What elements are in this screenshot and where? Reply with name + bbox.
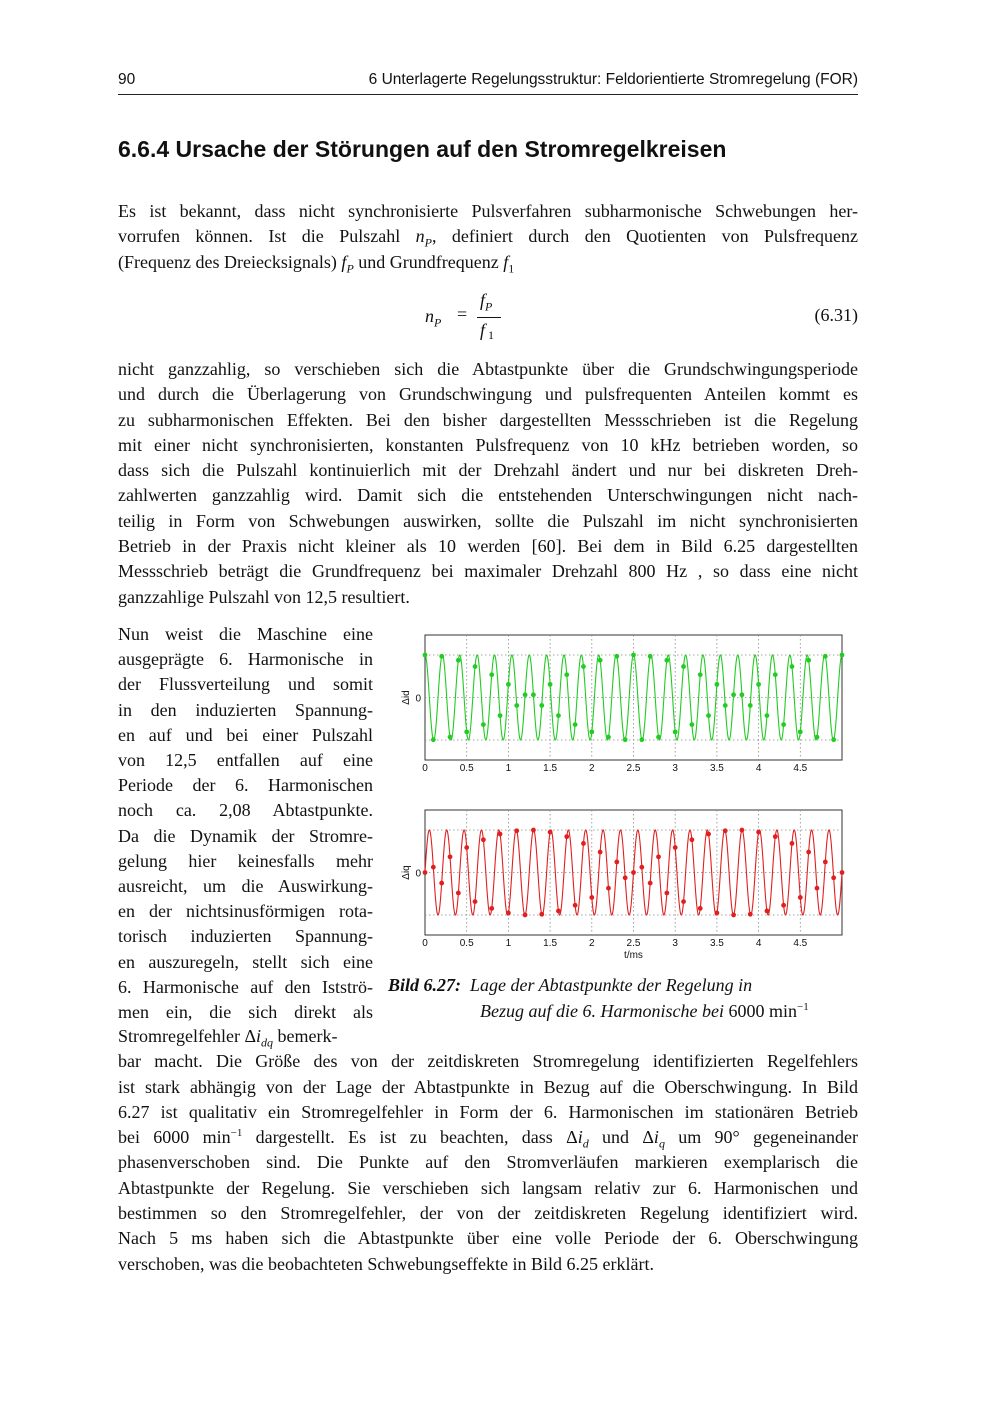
x-tick-label: 4.5: [793, 938, 808, 949]
text-line: 6.27 ist qualitativ ein Stromregelfehler in Form der 6. Harmonischen im stationären Betrieb: [118, 1101, 858, 1122]
x-tick-label: 3: [672, 763, 678, 774]
sample-point: [831, 737, 836, 742]
sample-point: [639, 737, 644, 742]
text-line: ausreicht, um die Auswirkung-: [118, 876, 373, 897]
text-line: 6. Harmonische auf den Istströ-: [118, 976, 373, 997]
sample-point: [439, 654, 444, 659]
x-tick-label: 1.5: [543, 763, 558, 774]
text-line: Betrieb in der Praxis nicht kleiner als 10 werden [60]. Bei dem in Bild 6.25 dargestellten: [118, 536, 858, 557]
sample-point: [748, 703, 753, 708]
sample-point: [473, 664, 478, 669]
sample-point: [589, 895, 594, 900]
sample-point: [756, 682, 761, 687]
sample-point: [623, 737, 628, 742]
sample-point: [431, 737, 436, 742]
text-line: Periode der 6. Harmonischen: [118, 775, 373, 796]
x-tick-label: 1: [505, 938, 512, 949]
sample-point: [806, 850, 811, 855]
sample-point: [548, 682, 553, 687]
text-line: phasenverschoben sind. Die Punkte auf den Stromverläufen markieren exemplarisch die: [118, 1152, 858, 1173]
sample-point: [631, 653, 636, 658]
sample-point: [581, 841, 586, 846]
sample-point: [731, 692, 736, 697]
x-tick-label: 0.5: [459, 763, 474, 774]
sample-point: [598, 658, 603, 663]
sample-point: [456, 891, 461, 896]
text-line: teilig in Form von Schwebungen auswirken, sollte die Pulszahl im nicht synchronisierten: [118, 510, 858, 531]
sample-point: [689, 837, 694, 842]
sample-point: [423, 653, 428, 658]
sample-point: [598, 850, 603, 855]
sample-point: [539, 912, 544, 917]
sample-point: [473, 899, 478, 904]
y-tick-label: 0: [415, 868, 421, 880]
text-line: von 12,5 entfallen auf eine: [118, 750, 373, 771]
chart-panel-delta-id: [401, 635, 844, 774]
sample-point: [589, 729, 594, 734]
text-line: und durch die Überlagerung von Grundschwingung und pulsfrequenten Anteilen kommt es: [118, 384, 858, 405]
text-line: bestimmen so den Stromregelfehler, der von der zeitdiskreten Regelung identifiziert wird.: [118, 1203, 858, 1224]
text-line: Da die Dynamik der Stromre-: [118, 825, 373, 846]
text-line: dass sich die Pulszahl kontinuierlich mit der Drehzahl ändert und nur bei diskreten Dreh-: [118, 460, 858, 481]
x-tick-label: 0: [422, 938, 428, 949]
x-tick-label: 3: [672, 938, 678, 949]
x-tick-label: 0.5: [459, 938, 474, 949]
sample-point: [481, 722, 486, 727]
equation-number: (6.31): [814, 305, 858, 325]
text-line: Messschrieb beträgt die Grundfrequenz bei maximaler Drehzahl 800 Hz , so dass eine nicht: [118, 561, 858, 582]
sample-point: [631, 870, 636, 875]
sample-point: [539, 703, 544, 708]
sample-point: [564, 672, 569, 677]
text-line: torisch induzierten Spannung-: [118, 926, 373, 947]
sample-point: [790, 841, 795, 846]
sample-point: [639, 865, 644, 870]
left-column-text: [118, 622, 373, 1025]
text-line: in den induzierten Spannung-: [118, 699, 373, 720]
x-tick-label: 4: [755, 938, 762, 949]
sample-point: [464, 845, 469, 850]
sample-point: [448, 854, 453, 859]
sample-point: [798, 895, 803, 900]
sample-point: [681, 664, 686, 669]
sample-point: [489, 906, 494, 911]
text-line: noch ca. 2,08 Abtastpunkte.: [118, 800, 373, 821]
x-tick-label: 2: [589, 938, 595, 949]
text-line: Abtastpunkte der Regelung. Sie verschieben sich langsam relativ zur 6. Harmonischen und: [118, 1177, 858, 1198]
sample-point: [773, 834, 778, 839]
sample-point: [506, 682, 511, 687]
section-title: 6.6.4 Ursache der Störungen auf den Stromregelkreisen: [118, 136, 727, 162]
sample-point: [656, 735, 661, 740]
sample-point: [614, 654, 619, 659]
sample-point: [664, 658, 669, 663]
y-axis-label: Δiq: [401, 865, 412, 880]
sample-point: [481, 837, 486, 842]
sample-point: [840, 653, 845, 658]
text-line: verschoben, was die beobachteten Schwebungseffekte in Bild 6.25 erklärt.: [118, 1253, 655, 1274]
sample-point: [731, 913, 736, 918]
sample-point: [498, 832, 503, 837]
sample-point: [498, 713, 503, 718]
sample-point: [698, 906, 703, 911]
sample-point: [681, 899, 686, 904]
sample-point: [581, 664, 586, 669]
text-line: (Frequenz des Dreiecksignals) $f_P$ und Grundfrequenz $f_1$: [118, 251, 515, 276]
figure-caption: Bild 6.27: Lage der Abtastpunkte der Regelung in Bezug auf die 6. Harmonische bei 6000 $\min^{-1}$: [388, 975, 809, 1021]
sample-point: [573, 903, 578, 908]
text-line: nicht ganzzahlig, so verschieben sich die Abtastpunkte über die Grundschwingungsperiode: [118, 359, 858, 379]
y-axis-label: Δid: [401, 690, 412, 705]
sample-point: [748, 912, 753, 917]
sample-point: [765, 713, 770, 718]
x-tick-label: 0: [422, 763, 428, 774]
sample-point: [514, 828, 519, 833]
text-line: bar macht. Die Größe des von der zeitdiskreten Stromregelung identifizierten Regelfehlers: [118, 1051, 858, 1072]
x-tick-label: 4: [755, 763, 762, 774]
sample-point: [831, 875, 836, 880]
sample-point: [614, 860, 619, 865]
paragraph-2: [118, 357, 858, 610]
text-line: ganzzahlige Pulszahl von 12,5 resultiert.: [118, 586, 410, 607]
text-line: en auszuregeln, stellt sich eine: [118, 951, 373, 972]
x-tick-label: 2.5: [626, 938, 641, 949]
sample-point: [815, 735, 820, 740]
caption-label: Bild 6.27:: [388, 975, 462, 995]
sample-point: [556, 909, 561, 914]
sample-point: [715, 682, 720, 687]
sample-point: [781, 722, 786, 727]
x-tick-label: 2: [589, 763, 595, 774]
sample-point: [765, 909, 770, 914]
sample-point: [606, 886, 611, 891]
sample-point: [815, 886, 820, 891]
text-line: mit einer nicht synchronisierten, konstanten Pulsfrequenz von 10 kHz betrieben worden, so: [118, 434, 858, 455]
page-number: 90: [118, 71, 136, 88]
sample-point: [623, 875, 628, 880]
figure-6-27: [395, 625, 855, 970]
text-line: Nun weist die Maschine eine: [118, 624, 373, 644]
running-title: 6 Unterlagerte Regelungsstruktur: Feldorientierte Stromregelung (FOR): [368, 71, 858, 88]
sample-point: [773, 672, 778, 677]
sample-point: [648, 654, 653, 659]
sample-point: [648, 881, 653, 886]
text-line: Es ist bekannt, dass nicht synchronisierte Pulsverfahren subharmonische Schwebungen her-: [118, 201, 858, 221]
sample-point: [456, 658, 461, 663]
sample-point: [664, 891, 669, 896]
sample-point: [806, 658, 811, 663]
x-tick-label: 2.5: [626, 763, 641, 774]
sample-point: [823, 860, 828, 865]
text-line: Nach 5 ms haben sich die Abtastpunkte über eine volle Periode der 6. Oberschwingung: [118, 1228, 858, 1249]
sample-point: [698, 672, 703, 677]
sample-point: [740, 828, 745, 833]
text-line: en der nichtsinusförmigen rota-: [118, 901, 373, 922]
x-tick-label: 1: [505, 763, 512, 774]
sample-point: [689, 722, 694, 727]
sample-point: [556, 713, 561, 718]
sample-point: [723, 828, 728, 833]
sample-point: [673, 845, 678, 850]
text-line: ist stark abhängig von der Lage der Abtastpunkte in Bezug auf die Oberschwingung. In Bild: [118, 1076, 858, 1097]
equation-6-31: $n_P$ = $f_P$ f 1: [425, 290, 525, 345]
sample-point: [573, 722, 578, 727]
sample-point: [790, 664, 795, 669]
sample-point: [548, 830, 553, 835]
text-line: Stromregelfehler $\Delta i_{dq}$ bemerk-: [118, 1026, 338, 1050]
sample-point: [531, 828, 536, 833]
paragraph-3: [118, 1024, 858, 1277]
sample-point: [523, 913, 528, 918]
sample-point: [431, 865, 436, 870]
x-tick-label: 3.5: [709, 763, 724, 774]
text-line: vorrufen können. Ist die Pulszahl $n_P$, definiert durch den Quotienten von Pulsfrequenz: [118, 226, 858, 250]
sample-point: [673, 729, 678, 734]
text-line: zahlwerten ganzzahlig wird. Damit sich die entstehenden Unterschwingungen nicht nach-: [118, 485, 858, 506]
sample-point: [706, 832, 711, 837]
x-axis-label: t/ms: [624, 950, 643, 961]
sample-point: [489, 672, 494, 677]
sample-point: [514, 703, 519, 708]
sample-point: [706, 713, 711, 718]
chart-panel-delta-iq: [401, 810, 844, 961]
sample-point: [798, 729, 803, 734]
sample-point: [464, 729, 469, 734]
sample-point: [656, 854, 661, 859]
sample-point: [840, 870, 845, 875]
sample-point: [448, 735, 453, 740]
sample-point: [423, 870, 428, 875]
sample-point: [823, 654, 828, 659]
intro-paragraph: [118, 199, 858, 275]
text-line: bei 6000 $\min^{-1}$ dargestellt. Es ist zu beachten, dass $\Delta i_d$ und $\Delta i_q$ um 90° gegeneinander: [118, 1127, 859, 1151]
y-tick-label: 0: [415, 693, 421, 705]
text-line: ausgeprägte 6. Harmonische in: [118, 649, 373, 670]
sample-point: [781, 903, 786, 908]
x-tick-label: 4.5: [793, 763, 808, 774]
sample-point: [506, 911, 511, 916]
text-line: der Flussverteilung und somit: [118, 674, 373, 695]
sample-point: [756, 830, 761, 835]
sample-point: [439, 881, 444, 886]
x-tick-label: 3.5: [709, 938, 724, 949]
sample-point: [564, 834, 569, 839]
text-line: en auf und bei einer Pulszahl: [118, 724, 373, 745]
sample-point: [606, 735, 611, 740]
x-tick-label: 1.5: [543, 938, 558, 949]
sample-point: [740, 692, 745, 697]
text-line: men ein, die sich direkt als: [118, 1002, 373, 1023]
text-line: zu subharmonischen Effekten. Bei den bisher dargestellten Messschrieben ist die Regelung: [118, 409, 858, 430]
sample-point: [715, 911, 720, 916]
sample-point: [531, 692, 536, 697]
sample-point: [723, 703, 728, 708]
text-line: gelung hier keinesfalls mehr: [118, 850, 373, 871]
sample-point: [523, 692, 528, 697]
page-header: [118, 70, 858, 95]
